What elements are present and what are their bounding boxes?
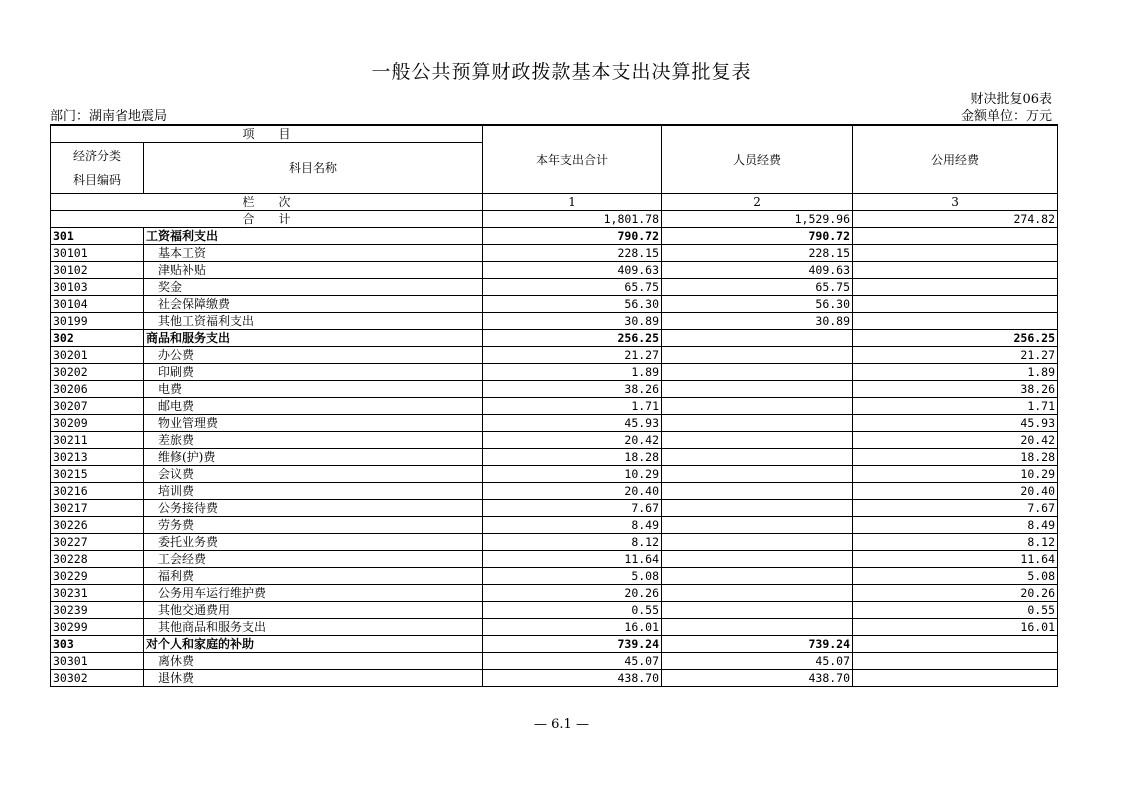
cell-total: 20.26	[483, 585, 662, 602]
cell-subject-name: 津贴补贴	[144, 262, 483, 279]
cell-personnel: 739.24	[662, 636, 853, 653]
cell-personnel	[662, 415, 853, 432]
cell-total: 5.08	[483, 568, 662, 585]
cell-public: 8.49	[853, 517, 1058, 534]
cell-personnel: 30.89	[662, 313, 853, 330]
cell-code: 30213	[51, 449, 144, 466]
col-index-3: 3	[853, 194, 1058, 211]
cell-public	[853, 653, 1058, 670]
cell-subject-name: 退休费	[144, 670, 483, 687]
cell-subject-name: 其他工资福利支出	[144, 313, 483, 330]
col-index-1: 1	[483, 194, 662, 211]
cell-subject-name: 奖金	[144, 279, 483, 296]
cell-subject-name: 物业管理费	[144, 415, 483, 432]
cell-code: 30211	[51, 432, 144, 449]
cell-public: 20.42	[853, 432, 1058, 449]
cell-code: 301	[51, 228, 144, 245]
cell-total: 256.25	[483, 330, 662, 347]
header-econ-code-line2: 科目编码	[72, 173, 121, 187]
cell-public: 18.28	[853, 449, 1058, 466]
cell-personnel	[662, 466, 853, 483]
cell-code: 30226	[51, 517, 144, 534]
table-row	[51, 415, 1058, 432]
table-row	[51, 483, 1058, 500]
sum-personnel: 1,529.96	[662, 211, 853, 228]
cell-subject-name: 商品和服务支出	[144, 330, 483, 347]
cell-subject-name: 维修(护)费	[144, 449, 483, 466]
cell-public: 21.27	[853, 347, 1058, 364]
cell-personnel: 56.30	[662, 296, 853, 313]
cell-subject-name: 基本工资	[144, 245, 483, 262]
cell-public	[853, 313, 1058, 330]
header-econ-code	[51, 143, 144, 194]
table-row	[51, 585, 1058, 602]
cell-subject-name: 劳务费	[144, 517, 483, 534]
cell-personnel	[662, 568, 853, 585]
cell-total: 1.89	[483, 364, 662, 381]
cell-public: 20.40	[853, 483, 1058, 500]
cell-code: 30102	[51, 262, 144, 279]
cell-public	[853, 262, 1058, 279]
cell-personnel	[662, 551, 853, 568]
table-row	[51, 619, 1058, 636]
cell-total: 8.49	[483, 517, 662, 534]
cell-code: 30104	[51, 296, 144, 313]
table-row	[51, 500, 1058, 517]
table-row	[51, 262, 1058, 279]
cell-subject-name: 会议费	[144, 466, 483, 483]
cell-personnel	[662, 330, 853, 347]
cell-total: 1.71	[483, 398, 662, 415]
cell-public: 38.26	[853, 381, 1058, 398]
table-row	[51, 602, 1058, 619]
cell-total: 18.28	[483, 449, 662, 466]
cell-public: 0.55	[853, 602, 1058, 619]
cell-personnel	[662, 500, 853, 517]
table-row	[51, 245, 1058, 262]
cell-personnel	[662, 585, 853, 602]
cell-total: 45.07	[483, 653, 662, 670]
cell-public: 256.25	[853, 330, 1058, 347]
cell-subject-name: 工会经费	[144, 551, 483, 568]
cell-public	[853, 636, 1058, 653]
cell-code: 30299	[51, 619, 144, 636]
cell-public	[853, 245, 1058, 262]
table-row	[51, 568, 1058, 585]
header-econ-code-line1: 经济分类	[72, 149, 121, 163]
cell-subject-name: 工资福利支出	[144, 228, 483, 245]
cell-personnel: 228.15	[662, 245, 853, 262]
cell-public: 8.12	[853, 534, 1058, 551]
table-row	[51, 330, 1058, 347]
cell-personnel	[662, 483, 853, 500]
table-row	[51, 381, 1058, 398]
cell-public: 5.08	[853, 568, 1058, 585]
cell-personnel: 45.07	[662, 653, 853, 670]
cell-total: 21.27	[483, 347, 662, 364]
cell-total: 56.30	[483, 296, 662, 313]
cell-personnel: 790.72	[662, 228, 853, 245]
table-row	[51, 636, 1058, 653]
cell-subject-name: 电费	[144, 381, 483, 398]
cell-total: 8.12	[483, 534, 662, 551]
cell-personnel	[662, 381, 853, 398]
page-number: — 6.1 —	[534, 717, 589, 732]
cell-public: 16.01	[853, 619, 1058, 636]
cell-public	[853, 296, 1058, 313]
cell-personnel	[662, 347, 853, 364]
cell-code: 302	[51, 330, 144, 347]
unit-label: 金额单位：万元	[960, 109, 1052, 124]
cell-code: 30229	[51, 568, 144, 585]
table-row	[51, 551, 1058, 568]
cell-public: 45.93	[853, 415, 1058, 432]
cell-code: 30202	[51, 364, 144, 381]
cell-code: 30217	[51, 500, 144, 517]
cell-subject-name: 离休费	[144, 653, 483, 670]
cell-code: 30199	[51, 313, 144, 330]
cell-public	[853, 670, 1058, 687]
cell-public: 7.67	[853, 500, 1058, 517]
cell-public: 1.71	[853, 398, 1058, 415]
cell-public: 20.26	[853, 585, 1058, 602]
cell-code: 303	[51, 636, 144, 653]
table-row	[51, 653, 1058, 670]
table-row	[51, 296, 1058, 313]
cell-code: 30302	[51, 670, 144, 687]
cell-subject-name: 其他商品和服务支出	[144, 619, 483, 636]
row-label: 栏 次	[51, 194, 483, 211]
cell-public: 11.64	[853, 551, 1058, 568]
cell-personnel	[662, 602, 853, 619]
cell-personnel: 65.75	[662, 279, 853, 296]
cell-total: 438.70	[483, 670, 662, 687]
cell-code: 30231	[51, 585, 144, 602]
cell-total: 38.26	[483, 381, 662, 398]
form-number: 财决批复06表	[970, 92, 1052, 107]
cell-personnel	[662, 364, 853, 381]
table-row	[51, 279, 1058, 296]
cell-personnel: 438.70	[662, 670, 853, 687]
cell-total: 30.89	[483, 313, 662, 330]
header-subject-name: 科目名称	[144, 143, 483, 194]
cell-code: 30209	[51, 415, 144, 432]
cell-personnel	[662, 534, 853, 551]
cell-subject-name: 对个人和家庭的补助	[144, 636, 483, 653]
table-row	[51, 398, 1058, 415]
cell-code: 30239	[51, 602, 144, 619]
cell-code: 30228	[51, 551, 144, 568]
cell-subject-name: 印刷费	[144, 364, 483, 381]
cell-personnel	[662, 517, 853, 534]
cell-total: 10.29	[483, 466, 662, 483]
cell-code: 30207	[51, 398, 144, 415]
table-row	[51, 449, 1058, 466]
col-index-2: 2	[662, 194, 853, 211]
cell-code: 30301	[51, 653, 144, 670]
header-public: 公用经费	[853, 125, 1058, 194]
table-row	[51, 432, 1058, 449]
table-row	[51, 517, 1058, 534]
table-row	[51, 466, 1058, 483]
cell-total: 16.01	[483, 619, 662, 636]
table-row	[51, 670, 1058, 687]
cell-subject-name: 社会保障缴费	[144, 296, 483, 313]
page-title: 一般公共预算财政拨款基本支出决算批复表	[371, 61, 752, 83]
cell-subject-name: 福利费	[144, 568, 483, 585]
cell-total: 228.15	[483, 245, 662, 262]
cell-code: 30216	[51, 483, 144, 500]
cell-total: 20.40	[483, 483, 662, 500]
cell-code: 30215	[51, 466, 144, 483]
budget-table	[50, 124, 1058, 687]
table-row	[51, 364, 1058, 381]
table-row	[51, 313, 1058, 330]
cell-code: 30201	[51, 347, 144, 364]
cell-code: 30206	[51, 381, 144, 398]
header-total: 本年支出合计	[483, 125, 662, 194]
cell-personnel: 409.63	[662, 262, 853, 279]
table-row	[51, 534, 1058, 551]
cell-total: 790.72	[483, 228, 662, 245]
cell-total: 65.75	[483, 279, 662, 296]
cell-public	[853, 279, 1058, 296]
cell-code: 30103	[51, 279, 144, 296]
cell-public: 10.29	[853, 466, 1058, 483]
cell-subject-name: 邮电费	[144, 398, 483, 415]
cell-subject-name: 培训费	[144, 483, 483, 500]
cell-total: 409.63	[483, 262, 662, 279]
cell-total: 11.64	[483, 551, 662, 568]
cell-subject-name: 委托业务费	[144, 534, 483, 551]
cell-total: 45.93	[483, 415, 662, 432]
header-personnel: 人员经费	[662, 125, 853, 194]
cell-subject-name: 办公费	[144, 347, 483, 364]
sum-total: 1,801.78	[483, 211, 662, 228]
cell-total: 20.42	[483, 432, 662, 449]
cell-code: 30101	[51, 245, 144, 262]
cell-subject-name: 公务接待费	[144, 500, 483, 517]
cell-personnel	[662, 432, 853, 449]
department-label: 部门：湖南省地震局	[50, 109, 168, 124]
cell-public: 1.89	[853, 364, 1058, 381]
cell-subject-name: 公务用车运行维护费	[144, 585, 483, 602]
cell-personnel	[662, 398, 853, 415]
table-row	[51, 347, 1058, 364]
sum-label: 合 计	[51, 211, 483, 228]
table-row	[51, 228, 1058, 245]
cell-total: 0.55	[483, 602, 662, 619]
cell-personnel	[662, 619, 853, 636]
sum-public: 274.82	[853, 211, 1058, 228]
cell-code: 30227	[51, 534, 144, 551]
cell-total: 7.67	[483, 500, 662, 517]
header-item: 项 目	[51, 125, 483, 143]
cell-total: 739.24	[483, 636, 662, 653]
cell-public	[853, 228, 1058, 245]
cell-personnel	[662, 449, 853, 466]
cell-subject-name: 差旅费	[144, 432, 483, 449]
cell-subject-name: 其他交通费用	[144, 602, 483, 619]
